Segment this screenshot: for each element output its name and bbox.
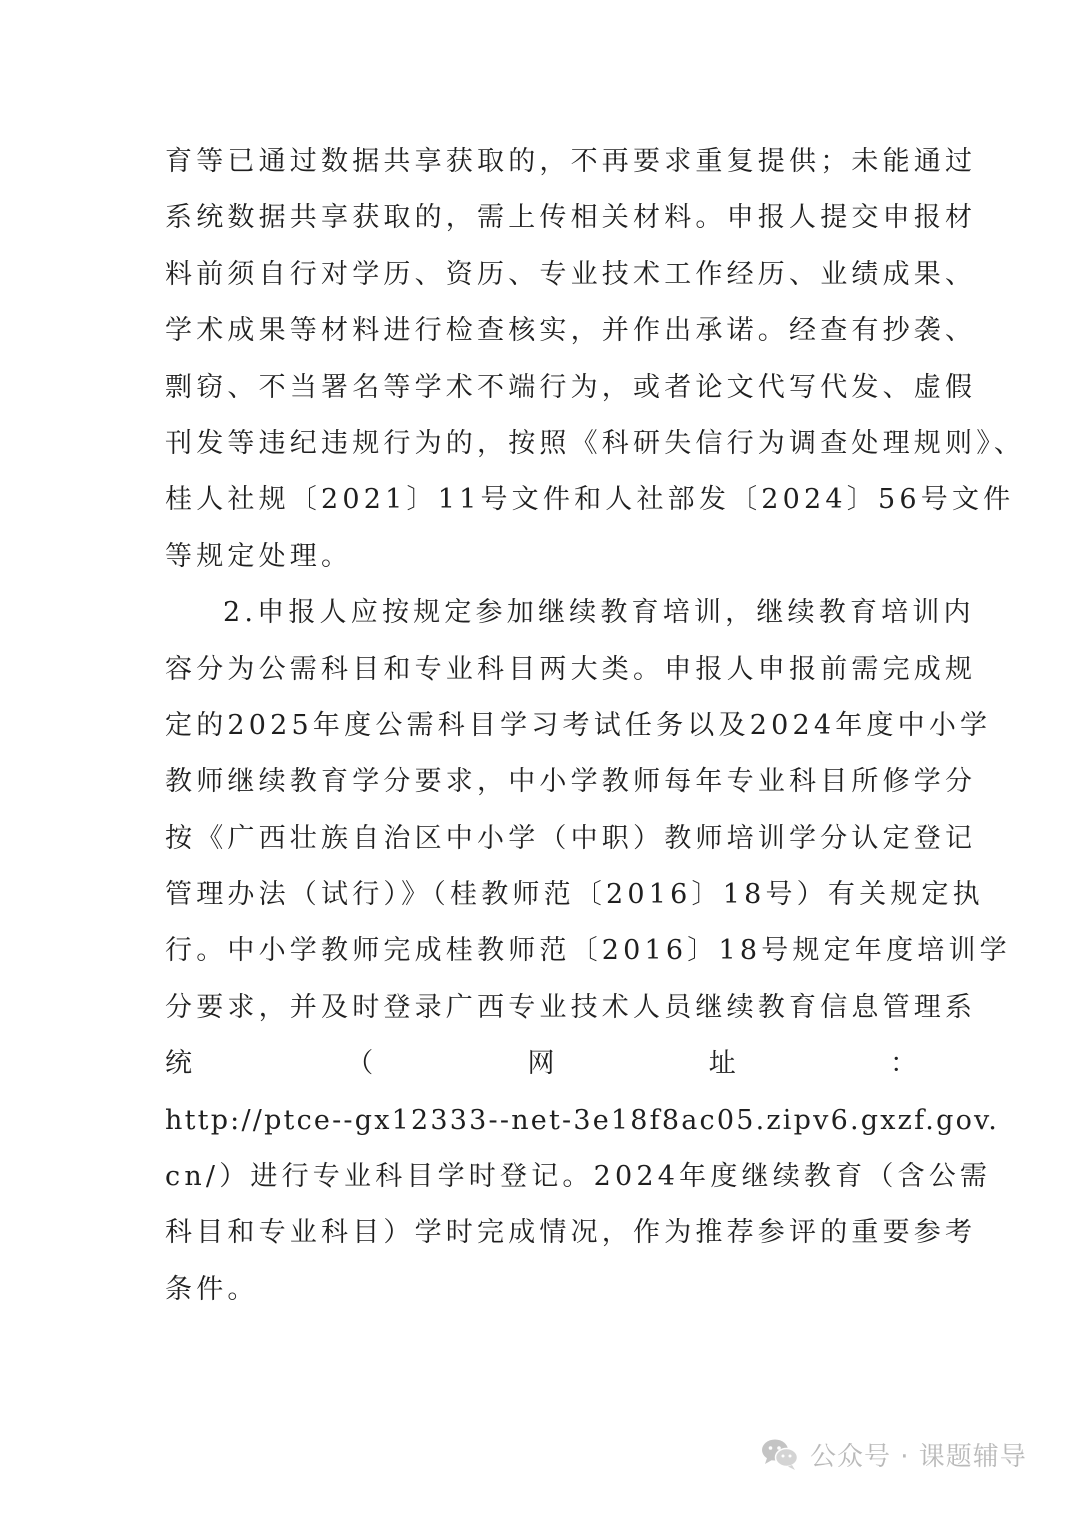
- text-fragment: 统: [165, 1048, 192, 1080]
- text-line: 桂人社规〔2021〕11号文件和人社部发〔2024〕56号文件: [165, 484, 1015, 516]
- text-line: cn/）进行专业科目学时登记。2024年度继续教育（含公需: [165, 1161, 992, 1193]
- text-line: 育等已通过数据共享获取的，不再要求重复提供；未能通过: [165, 146, 977, 177]
- justified-text-line: [165, 1036, 917, 1092]
- text-fragment: （: [346, 1048, 374, 1080]
- text-line: 分要求，并及时登录广西专业技术人员继续教育信息管理系: [165, 991, 977, 1023]
- text-line: 等规定处理。: [165, 540, 353, 572]
- text-line: 行。中小学教师完成桂教师范〔2016〕18号规定年度培训学: [165, 935, 1011, 967]
- text-fragment: ：: [890, 1048, 917, 1080]
- text-line: 科目和专业科目）学时完成情况，作为推荐参评的重要参考: [165, 1217, 977, 1249]
- watermark-text: 公众号 · 课题辅导: [810, 1441, 1027, 1472]
- text-line: 系统数据共享获取的，需上传相关材料。申报人提交申报材: [165, 202, 977, 234]
- text-line: 定的2025年度公需科目学习考试任务以及2024年度中小学: [165, 709, 992, 741]
- text-line: 条件。: [165, 1273, 259, 1305]
- paragraph-start-line: 2.申报人应按规定参加继续教育培训，继续教育培训内: [223, 597, 975, 629]
- text-line: 学术成果等材料进行检查核实，并作出承诺。经查有抄袭、: [165, 315, 977, 347]
- text-line: 按《广西壮族自治区中小学（中职）教师培训学分认定登记: [165, 822, 977, 854]
- text-line: 容分为公需科目和专业科目两大类。申报人申报前需完成规: [165, 653, 977, 685]
- text-line: 剽窃、不当署名等学术不端行为，或者论文代写代发、虚假: [165, 371, 977, 403]
- text-line: 教师继续教育学分要求，中小学教师每年专业科目所修学分: [165, 766, 977, 798]
- text-line: 管理办法（试行）》（桂教师范〔2016〕18号）有关规定执: [165, 879, 984, 911]
- text-line: 刊发等违纪违规行为的，按照《科研失信行为调查处理规则》、: [165, 427, 1026, 459]
- url-text-line: http://ptce--gx12333--net-3e18f8ac05.zipv6.gxzf.gov.: [165, 1104, 1000, 1136]
- text-fragment: 址: [708, 1048, 736, 1080]
- watermark: [760, 1434, 1027, 1474]
- wechat-icon: [760, 1437, 800, 1471]
- text-line: 料前须自行对学历、资历、专业技术工作经历、业绩成果、: [165, 258, 977, 290]
- text-fragment: 网: [527, 1048, 555, 1080]
- document-body: [165, 134, 1026, 1318]
